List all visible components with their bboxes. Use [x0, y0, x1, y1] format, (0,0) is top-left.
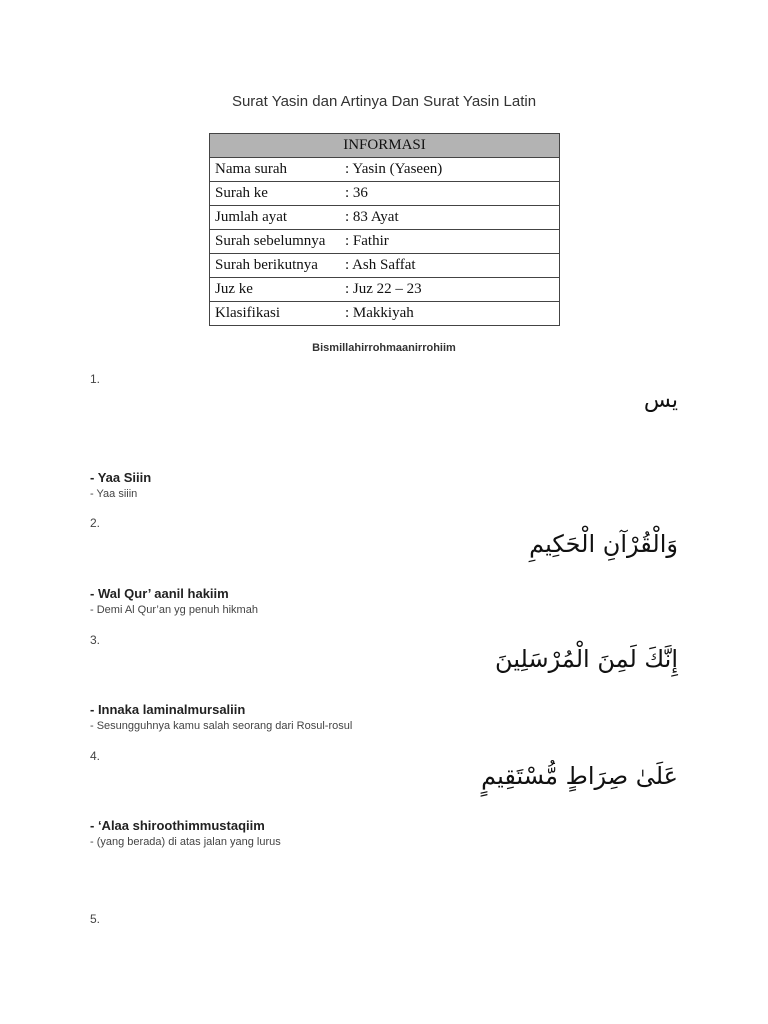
table-row — [210, 230, 560, 254]
info-table-header: INFORMASI — [210, 134, 560, 158]
verse-1-arabic: يس — [643, 388, 678, 413]
verse-2-number: 2. — [90, 516, 101, 530]
info-label: Jumlah ayat — [210, 206, 342, 230]
verse-2-arabic: وَالْقُرْآنِ الْحَكِيمِ — [529, 530, 678, 558]
verse-4-arabic: عَلَىٰ صِرَاطٍ مُّسْتَقِيمٍ — [481, 762, 678, 790]
verse-3-latin: - Innaka laminalmursaliin — [90, 702, 246, 717]
page-title: Surat Yasin dan Artinya Dan Surat Yasin Latin — [231, 93, 537, 110]
verse-4-meaning: - (yang berada) di atas jalan yang lurus — [90, 836, 281, 848]
info-label: Nama surah — [210, 158, 342, 182]
table-row — [210, 254, 560, 278]
verse-2-latin: - Wal Qur’ aanil hakiim — [90, 586, 229, 601]
verse-4-latin: - ‘Alaa shiroothimmustaqiim — [90, 818, 265, 833]
info-table — [209, 133, 560, 326]
table-row — [210, 206, 560, 230]
info-value: : 83 Ayat — [341, 206, 560, 230]
verse-1-number: 1. — [90, 372, 101, 386]
verse-5-number: 5. — [90, 912, 101, 926]
info-value: : Fathir — [341, 230, 560, 254]
info-value: : Makkiyah — [341, 302, 560, 326]
verse-1-meaning: - Yaa siiin — [90, 488, 138, 500]
info-value: : Juz 22 – 23 — [341, 278, 560, 302]
info-value: : 36 — [341, 182, 560, 206]
verse-2-meaning: - Demi Al Qur’an yg penuh hikmah — [90, 604, 258, 616]
table-row — [210, 182, 560, 206]
info-label: Surah ke — [210, 182, 342, 206]
bismillah-heading: Bismillahirrohmaanirrohiim — [312, 342, 456, 354]
verse-1-latin: - Yaa Siiin — [90, 470, 152, 485]
info-label: Juz ke — [210, 278, 342, 302]
info-label: Surah berikutnya — [210, 254, 342, 278]
info-value: : Yasin (Yaseen) — [341, 158, 560, 182]
info-value: : Ash Saffat — [341, 254, 560, 278]
verse-3-arabic: إِنَّكَ لَمِنَ الْمُرْسَلِينَ — [495, 645, 678, 673]
info-label: Klasifikasi — [210, 302, 342, 326]
table-row — [210, 278, 560, 302]
table-row — [210, 302, 560, 326]
info-label: Surah sebelumnya — [210, 230, 342, 254]
verse-3-meaning: - Sesungguhnya kamu salah seorang dari Rosul-rosul — [90, 720, 353, 732]
verse-4-number: 4. — [90, 749, 101, 763]
table-row — [210, 158, 560, 182]
verse-3-number: 3. — [90, 633, 101, 647]
